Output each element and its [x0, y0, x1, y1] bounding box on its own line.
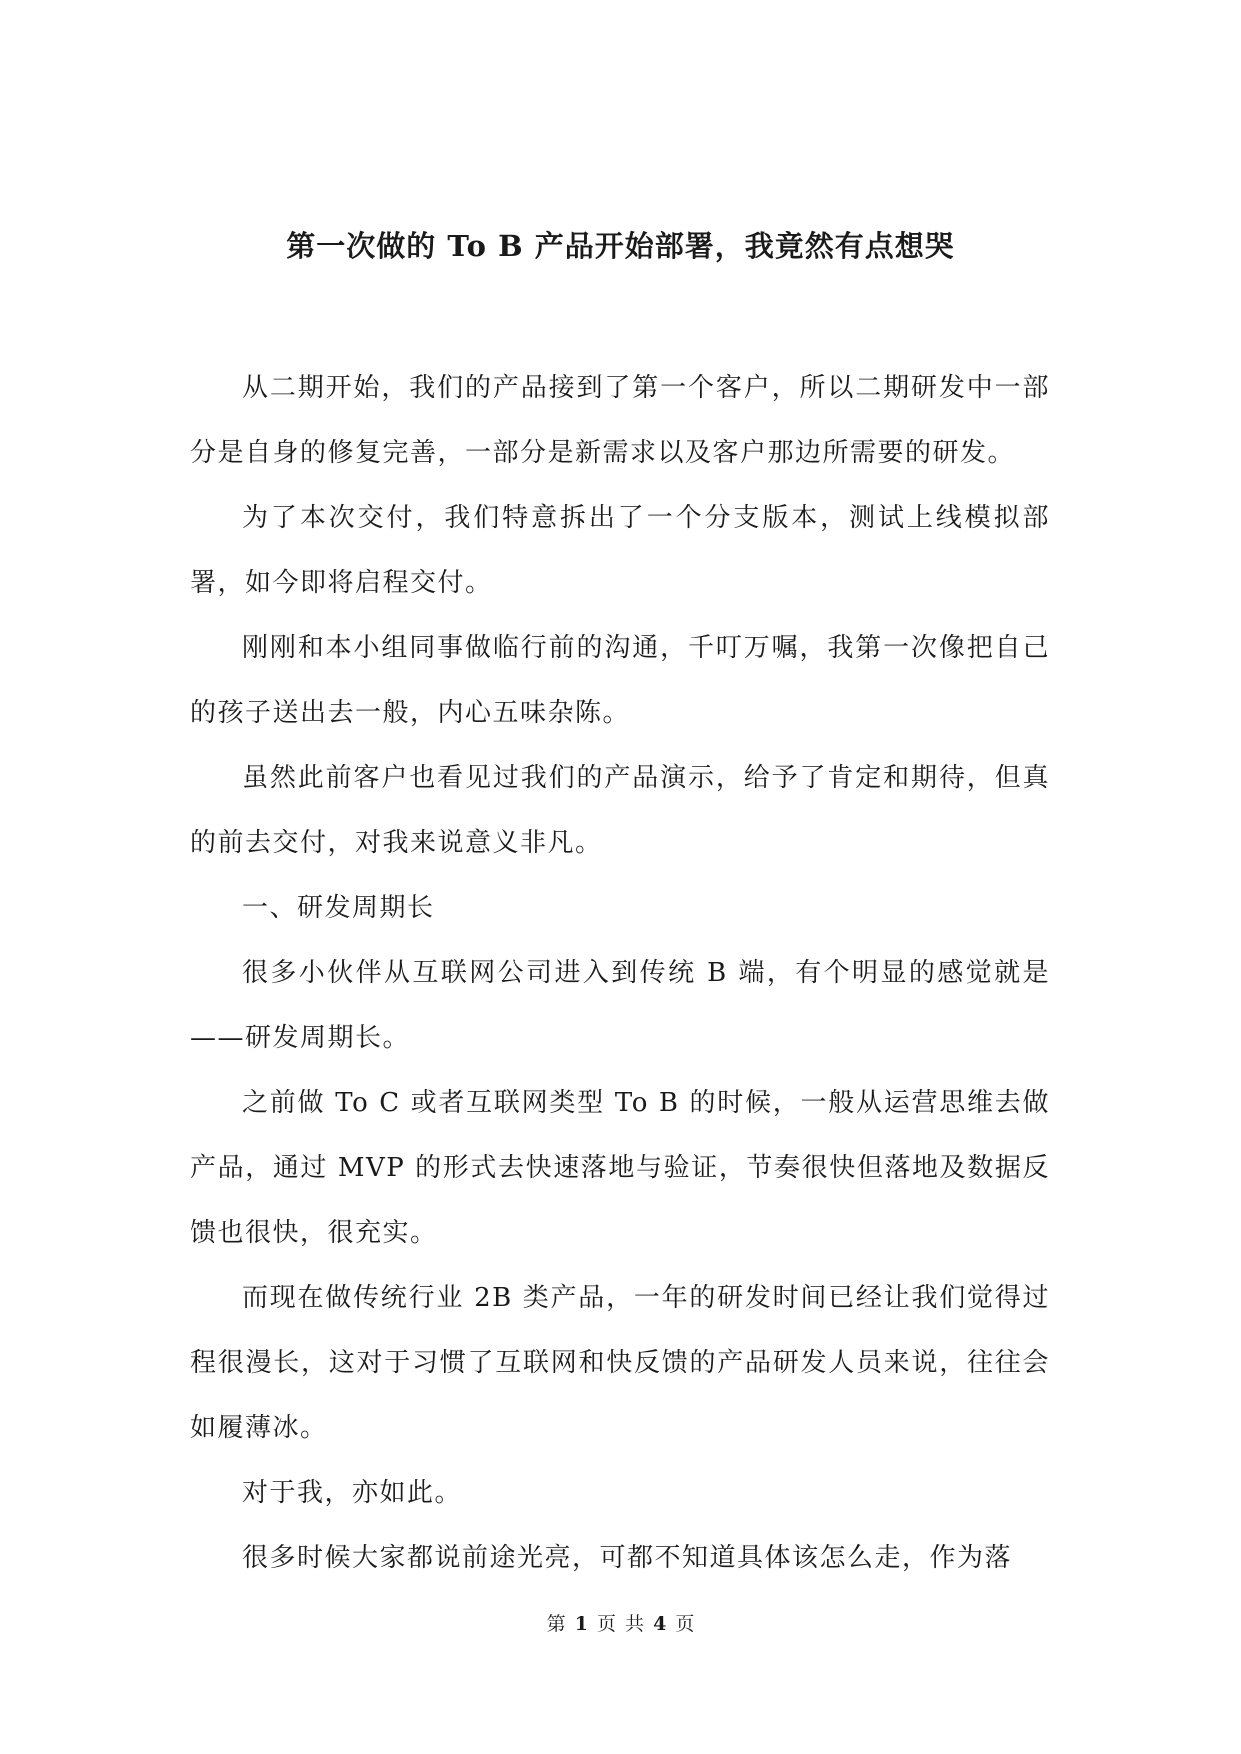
paragraph: 刚刚和本小组同事做临行前的沟通，千叮万嘱，我第一次像把自己的孩子送出去一般，内心五味杂陈。 [190, 633, 1050, 728]
paragraph: 很多小伙伴从互联网公司进入到传统 B 端，有个明显的感觉就是——研发周期长。 [190, 958, 1050, 1053]
paragraph: 之前做 To C 或者互联网类型 To B 的时候，一般从运营思维去做产品，通过 MVP 的形式去快速落地与验证，节奏很快但落地及数据反馈也很快，很充实。 [190, 1088, 1050, 1248]
document-title: 第一次做的 To B 产品开始部署，我竟然有点想哭 [286, 229, 955, 263]
paragraph: 虽然此前客户也看见过我们的产品演示，给予了肯定和期待，但真的前去交付，对我来说意义非凡。 [190, 763, 1050, 858]
paragraph: 很多时候大家都说前途光亮，可都不知道具体该怎么走，作为落 [242, 1543, 1013, 1573]
paragraph: 为了本次交付，我们特意拆出了一个分支版本，测试上线模拟部署，如今即将启程交付。 [190, 503, 1050, 598]
document-body [190, 356, 1050, 1591]
footer-prefix: 第 [546, 1613, 566, 1635]
current-page-number: 1 [574, 1613, 588, 1635]
paragraph: 对于我，亦如此。 [242, 1478, 463, 1508]
paragraph: 从二期开始，我们的产品接到了第一个客户，所以二期研发中一部分是自身的修复完善，一部分是新需求以及客户那边所需要的研发。 [190, 373, 1050, 468]
page-footer [0, 1611, 1241, 1637]
section-heading: 一、研发周期长 [242, 893, 435, 923]
paragraph: 而现在做传统行业 2B 类产品，一年的研发时间已经让我们觉得过程很漫长，这对于习惯了互联网和快反馈的产品研发人员来说，往往会如履薄冰。 [190, 1283, 1050, 1443]
footer-suffix: 页 [675, 1613, 695, 1635]
total-pages-number: 4 [653, 1613, 667, 1635]
footer-middle: 页 共 [596, 1613, 645, 1635]
